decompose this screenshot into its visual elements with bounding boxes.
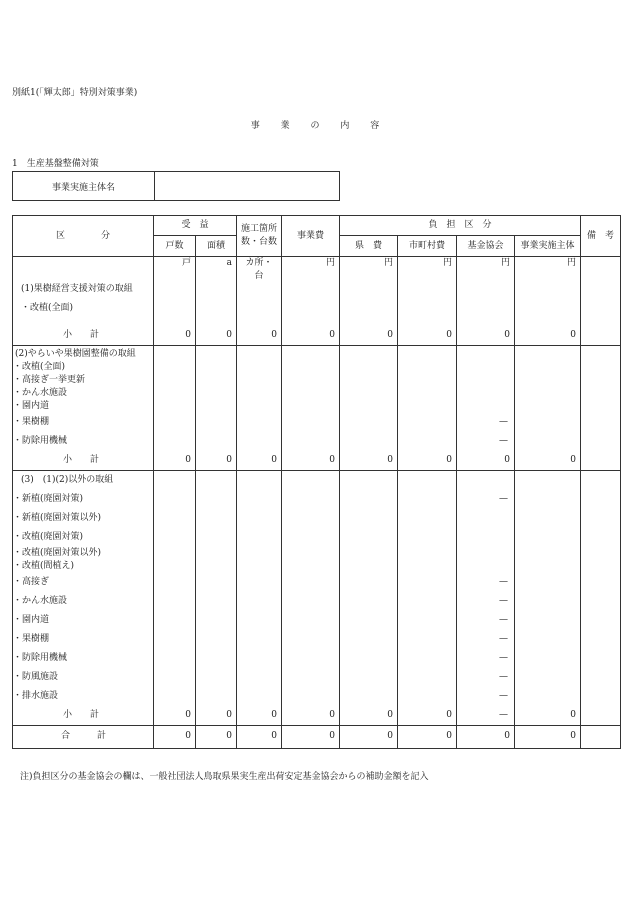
header-menseki: 面積 — [196, 236, 237, 257]
document-title — [0, 118, 630, 131]
list-item: ・園内道 — [13, 400, 154, 413]
list-item: ・防風施設 — [13, 668, 154, 687]
kikin-dash: — — [457, 649, 515, 668]
subtotal-cell: 0 — [196, 706, 237, 726]
unit-shiko-line2: 台 — [254, 271, 264, 281]
kikin-dash: — — [457, 668, 515, 687]
subtotal-cell: 0 — [154, 321, 196, 345]
subtotal-cell: 0 — [154, 451, 196, 471]
header-shiko — [237, 216, 282, 257]
subtotal-cell: — — [457, 706, 515, 726]
total-cell: 0 — [154, 725, 196, 748]
unit-jigyohi: 円 — [282, 257, 340, 284]
subtotal-cell: 0 — [398, 451, 457, 471]
entity-table — [12, 171, 340, 201]
list-item: ・かん水施設 — [13, 592, 154, 611]
header-jigyohi: 事業費 — [282, 216, 340, 257]
header-kikin: 基金協会 — [457, 236, 515, 257]
header-shiko-line2: 数・台数 — [241, 237, 278, 247]
title-char: 内 — [340, 121, 350, 131]
kikin-dash: — — [457, 490, 515, 509]
title-char: 業 — [280, 121, 290, 131]
list-item: ・新植(廃園対策以外) — [13, 509, 154, 528]
unit-kikin: 円 — [457, 257, 515, 284]
subtotal-cell: 0 — [340, 706, 398, 726]
list-item: ・高接ぎ — [13, 573, 154, 592]
header-kosu: 戸数 — [154, 236, 196, 257]
kikin-dash: — — [457, 413, 515, 432]
list-item: ・防除用機械 — [13, 649, 154, 668]
subtotal-cell: 0 — [154, 706, 196, 726]
subtotal-cell: 0 — [340, 451, 398, 471]
header-jueki: 受 益 — [154, 216, 237, 236]
subtotal-label: 小 計 — [13, 451, 154, 471]
unit-shichoson: 円 — [398, 257, 457, 284]
kikin-dash: — — [457, 592, 515, 611]
title-char: の — [310, 121, 320, 131]
subtotal-cell: 0 — [515, 321, 581, 345]
unit-ken: 円 — [340, 257, 398, 284]
header-shutai: 事業実施主体 — [515, 236, 581, 257]
total-cell: 0 — [196, 725, 237, 748]
list-item: ・果樹棚 — [13, 630, 154, 649]
total-cell: 0 — [398, 725, 457, 748]
subtotal-cell: 0 — [196, 321, 237, 345]
list-item: ・果樹棚 — [13, 413, 154, 432]
list-item: ・かん水施設 — [13, 387, 154, 400]
kikin-dash: — — [457, 573, 515, 592]
header-shichoson: 市町村費 — [398, 236, 457, 257]
subtotal-label: 小 計 — [13, 321, 154, 345]
list-item: ・園内道 — [13, 611, 154, 630]
unit-shutai: 円 — [515, 257, 581, 284]
subtotal-cell: 0 — [282, 451, 340, 471]
header-shiko-line1: 施工箇所 — [241, 224, 278, 234]
section2-title: (2)やらいや果樹園整備の取組 — [13, 345, 154, 361]
unit-menseki: a — [196, 257, 237, 284]
section-title: 1 生産基盤整備対策 — [12, 159, 99, 169]
total-cell: 0 — [282, 725, 340, 748]
subtotal-cell: 0 — [237, 321, 282, 345]
total-cell: 0 — [515, 725, 581, 748]
subtotal-label: 小 計 — [13, 706, 154, 726]
header-biko: 備 考 — [581, 216, 621, 257]
kikin-dash: — — [457, 687, 515, 706]
list-item: ・高接ぎ一挙更新 — [13, 374, 154, 387]
list-item: ・排水施設 — [13, 687, 154, 706]
unit-kosu: 戸 — [154, 257, 196, 284]
subtotal-cell: 0 — [237, 706, 282, 726]
subtotal-cell: 0 — [340, 321, 398, 345]
total-cell: 0 — [237, 725, 282, 748]
title-char: 事 — [250, 121, 260, 131]
subtotal-cell: 0 — [237, 451, 282, 471]
total-cell: 0 — [340, 725, 398, 748]
list-item: ・改植(全面) — [13, 361, 154, 374]
project-table — [12, 215, 621, 749]
list-item: ・改植(廃園対策以外) — [13, 547, 154, 560]
header-kubun: 区 分 — [13, 216, 154, 257]
list-item: ・改植(間植え) — [13, 560, 154, 573]
unit-shiko-line1: カ所・ — [245, 258, 273, 268]
subtotal-cell: 0 — [398, 706, 457, 726]
subtotal-cell: 0 — [282, 321, 340, 345]
footnote: 注)負担区分の基金協会の欄は、一般社団法人鳥取県果実生産出荷安定基金協会からの補助金額を記入 — [20, 772, 429, 782]
header-note: 別紙1(「輝太郎」特別対策事業) — [12, 88, 138, 98]
subtotal-cell: 0 — [282, 706, 340, 726]
subtotal-cell: 0 — [457, 321, 515, 345]
kikin-dash: — — [457, 630, 515, 649]
header-futan: 負 担 区 分 — [340, 216, 581, 236]
entity-value-cell[interactable] — [155, 172, 340, 201]
list-item: ・防除用機械 — [13, 432, 154, 451]
list-item: ・新植(廃園対策) — [13, 490, 154, 509]
subtotal-cell: 0 — [196, 451, 237, 471]
subtotal-cell: 0 — [515, 451, 581, 471]
total-cell: 0 — [457, 725, 515, 748]
unit-shiko — [237, 257, 282, 284]
list-item: ・改植(全面) — [13, 302, 154, 321]
subtotal-cell: 0 — [398, 321, 457, 345]
subtotal-cell: 0 — [515, 706, 581, 726]
title-char: 容 — [370, 121, 380, 131]
total-label: 合 計 — [13, 725, 154, 748]
kikin-dash: — — [457, 432, 515, 451]
entity-label: 事業実施主体名 — [13, 172, 155, 201]
header-ken: 県 費 — [340, 236, 398, 257]
section1-title: (1)果樹経営支援対策の取組 — [13, 283, 154, 302]
section3-title: (3) (1)(2)以外の取組 — [13, 470, 154, 490]
list-item: ・改植(廃園対策) — [13, 528, 154, 547]
kikin-dash: — — [457, 611, 515, 630]
subtotal-cell: 0 — [457, 451, 515, 471]
